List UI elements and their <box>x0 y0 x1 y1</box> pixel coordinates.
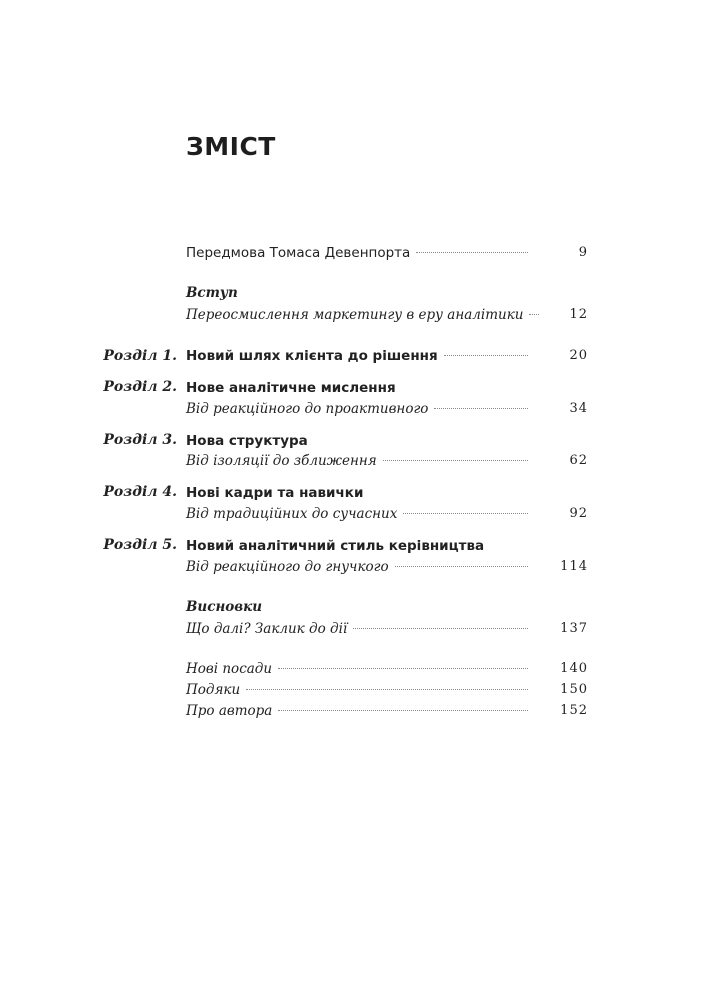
toc-entry-chapter-4[interactable] <box>0 504 728 528</box>
page-number: 114 <box>560 559 588 574</box>
entry-line <box>186 399 530 419</box>
toc-entry-chapter-2[interactable] <box>0 399 728 423</box>
chapter-subtitle: Від ізоляції до зближення <box>186 453 377 469</box>
page-number: 20 <box>569 348 588 363</box>
entry-line <box>186 305 530 325</box>
entry-title: Подяки <box>186 682 241 698</box>
toc-entry-chapter-3[interactable] <box>0 451 728 475</box>
entry-line <box>186 451 530 471</box>
dot-leader <box>278 668 528 669</box>
entry-title: Передмова Томаса Девенпорта <box>186 245 411 261</box>
chapter-title: Нова структура <box>186 433 308 449</box>
entry-line <box>186 504 530 524</box>
toc-entry-about-author[interactable] <box>0 701 728 725</box>
entry-line <box>186 243 530 263</box>
dot-leader <box>395 566 528 567</box>
entry-line <box>186 701 530 721</box>
chapter-title: Новий аналітичний стиль керівництва <box>186 538 485 554</box>
chapter-label: Розділ 3. <box>103 432 177 448</box>
entry-line <box>186 557 530 577</box>
page-number: 137 <box>560 621 588 636</box>
entry-line <box>186 346 530 366</box>
entry-line <box>186 619 530 639</box>
dot-leader <box>246 689 528 690</box>
dot-leader <box>434 408 528 409</box>
dot-leader <box>353 628 528 629</box>
entry-title: Нові посади <box>186 661 273 677</box>
entry-line <box>186 659 530 679</box>
toc-heading-chapter-2[interactable] <box>0 377 728 401</box>
dot-leader <box>383 460 528 461</box>
page-number: 9 <box>578 245 588 260</box>
page-number: 12 <box>569 307 588 322</box>
entry-title: Про автора <box>186 703 273 719</box>
dot-leader <box>403 513 528 514</box>
chapter-title: Нові кадри та навички <box>186 485 364 501</box>
page-number: 62 <box>569 453 588 468</box>
dot-leader <box>444 355 528 356</box>
toc-heading-chapter-5[interactable] <box>0 535 728 559</box>
chapter-label: Розділ 2. <box>103 379 177 395</box>
section-heading: Вступ <box>186 285 238 301</box>
chapter-subtitle: Від реакційного до проактивного <box>186 401 429 417</box>
toc-entry-conclusions[interactable] <box>0 619 728 643</box>
chapter-title: Нове аналітичне мислення <box>186 380 396 396</box>
chapter-subtitle: Від традиційних до сучасних <box>186 506 398 522</box>
toc-entry-chapter-5[interactable] <box>0 557 728 581</box>
page-number: 140 <box>560 661 588 676</box>
section-heading: Висновки <box>186 599 263 615</box>
toc-entry-foreword[interactable] <box>0 243 728 267</box>
entry-subtitle: Переосмислення маркетингу в еру аналітики <box>186 307 524 323</box>
entry-line <box>186 680 530 700</box>
page-number: 92 <box>569 506 588 521</box>
toc-heading-conclusions <box>0 596 728 620</box>
chapter-label: Розділ 1. <box>103 348 177 364</box>
entry-subtitle: Що далі? Заклик до дії <box>186 621 348 637</box>
chapter-title: Новий шлях клієнта до рішення <box>186 348 438 364</box>
page-number: 152 <box>560 703 588 718</box>
chapter-label: Розділ 5. <box>103 537 177 553</box>
chapter-label: Розділ 4. <box>103 484 177 500</box>
toc-entry-intro[interactable] <box>0 305 728 329</box>
toc-heading-chapter-4[interactable] <box>0 482 728 506</box>
page-title: ЗМІСТ <box>186 132 276 161</box>
dot-leader <box>416 252 528 253</box>
dot-leader <box>278 710 528 711</box>
page-number: 150 <box>560 682 588 697</box>
toc-entry-chapter-1[interactable] <box>0 346 728 370</box>
page-number: 34 <box>569 401 588 416</box>
chapter-subtitle: Від реакційного до гнучкого <box>186 559 389 575</box>
dot-leader <box>529 314 539 315</box>
toc-heading-intro <box>0 282 728 306</box>
